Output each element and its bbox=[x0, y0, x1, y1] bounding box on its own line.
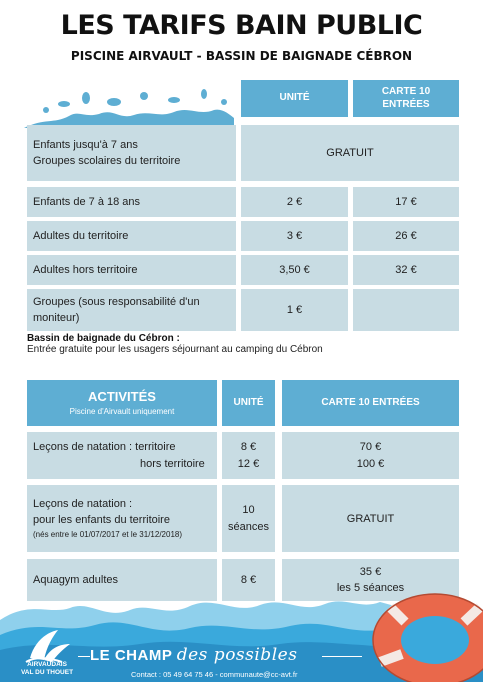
note-text: Entrée gratuite pour les usagers séjournant au camping du Cébron bbox=[27, 344, 323, 355]
activites-subtitle: Piscine d'Airvault uniquement bbox=[69, 407, 175, 416]
tarifs-header-carte-line1: CARTE 10 bbox=[381, 86, 431, 97]
tarifs-header-unite: UNITÉ bbox=[241, 80, 348, 117]
tarifs-row-gratuit: GRATUIT bbox=[241, 125, 459, 181]
slogan-script: des possibles bbox=[176, 645, 298, 665]
tarifs-header-carte bbox=[353, 80, 459, 117]
tarifs-row-label-line1: Enfants jusqu'à 7 ans bbox=[33, 138, 138, 151]
activites-header bbox=[27, 380, 217, 426]
tarifs-header-carte-line2: ENTRÉES bbox=[382, 98, 430, 110]
activites-row-unite-line1: 8 € bbox=[240, 441, 257, 453]
tarifs-row-label bbox=[27, 289, 236, 331]
tarifs-row-unite: 3 € bbox=[241, 221, 348, 251]
slogan bbox=[90, 645, 297, 665]
activites-row-unite bbox=[222, 432, 275, 479]
activites-row-label-line1: Leçons de natation : bbox=[33, 497, 133, 510]
activites-row-label-line3: (nés entre le 01/07/2017 et le 31/12/2018) bbox=[33, 529, 182, 539]
tarifs-row-unite: 2 € bbox=[241, 187, 348, 217]
tarifs-row-unite: 1 € bbox=[241, 289, 348, 331]
activites-row-label bbox=[27, 432, 217, 479]
logo-text-line1: AIRVAUDAIS bbox=[27, 661, 67, 668]
tarifs-row-label-line1: Groupes (sous responsabilité d'un bbox=[33, 295, 200, 308]
activites-header-carte: CARTE 10 ENTRÉES bbox=[282, 380, 459, 426]
activites-row-carte-line2: les 5 séances bbox=[336, 582, 405, 594]
activites-row-label bbox=[27, 485, 217, 552]
tarifs-row-label: Adultes hors territoire bbox=[27, 255, 236, 285]
tarifs-row-carte: 32 € bbox=[353, 255, 459, 285]
note-title: Bassin de baignade du Cébron : bbox=[27, 333, 180, 344]
page-title: LES TARIFS BAIN PUBLIC bbox=[60, 10, 423, 41]
activites-row-carte-line1: 35 € bbox=[359, 565, 382, 578]
tarifs-row-label-line2: Groupes scolaires du territoire bbox=[33, 155, 181, 167]
activites-row-label-line2: hors territoire bbox=[140, 457, 205, 470]
tarifs-row-label bbox=[27, 125, 236, 181]
logo-text bbox=[2, 661, 92, 677]
activites-title: ACTIVITÉS bbox=[88, 389, 156, 404]
slogan-main: LE CHAMP bbox=[90, 647, 173, 664]
tarifs-row-carte bbox=[353, 289, 459, 331]
logo-text-line2: VAL DU THOUET bbox=[20, 668, 74, 676]
tarifs-row-unite: 3,50 € bbox=[241, 255, 348, 285]
activites-row-carte-line1: 70 € bbox=[359, 441, 382, 453]
activites-row-unite bbox=[222, 485, 275, 552]
activites-row-unite: 8 € bbox=[222, 559, 275, 601]
activites-row-label: Aquagym adultes bbox=[27, 559, 217, 601]
activites-row-label-line1: Leçons de natation : territoire bbox=[33, 441, 176, 453]
slogan-divider-left bbox=[78, 656, 90, 657]
swim-ring-icon bbox=[360, 582, 483, 682]
slogan-divider-right bbox=[322, 656, 362, 657]
activites-row-carte: GRATUIT bbox=[282, 485, 459, 552]
activites-row-carte-line2: 100 € bbox=[356, 457, 385, 470]
activites-row-carte bbox=[282, 432, 459, 479]
tarifs-row-carte: 26 € bbox=[353, 221, 459, 251]
tarifs-row-label: Enfants de 7 à 18 ans bbox=[27, 187, 236, 217]
tarifs-row-carte: 17 € bbox=[353, 187, 459, 217]
activites-header-unite: UNITÉ bbox=[222, 380, 275, 426]
water-splash-decoration bbox=[24, 88, 234, 128]
activites-row-unite-line2: 12 € bbox=[237, 457, 260, 470]
contact-line: Contact : 05 49 64 75 46 - communaute@cc-avt.fr bbox=[131, 670, 298, 679]
activites-row-unite-line1: 10 bbox=[242, 504, 255, 516]
activites-row-unite-line2: séances bbox=[228, 520, 269, 533]
tarifs-row-label-line2: moniteur) bbox=[33, 312, 80, 324]
page-subtitle: PISCINE AIRVAULT - BASSIN DE BAIGNADE CÉBRON bbox=[70, 49, 413, 63]
activites-row-label-line2: pour les enfants du territoire bbox=[33, 514, 170, 527]
tarifs-row-label: Adultes du territoire bbox=[27, 221, 236, 251]
